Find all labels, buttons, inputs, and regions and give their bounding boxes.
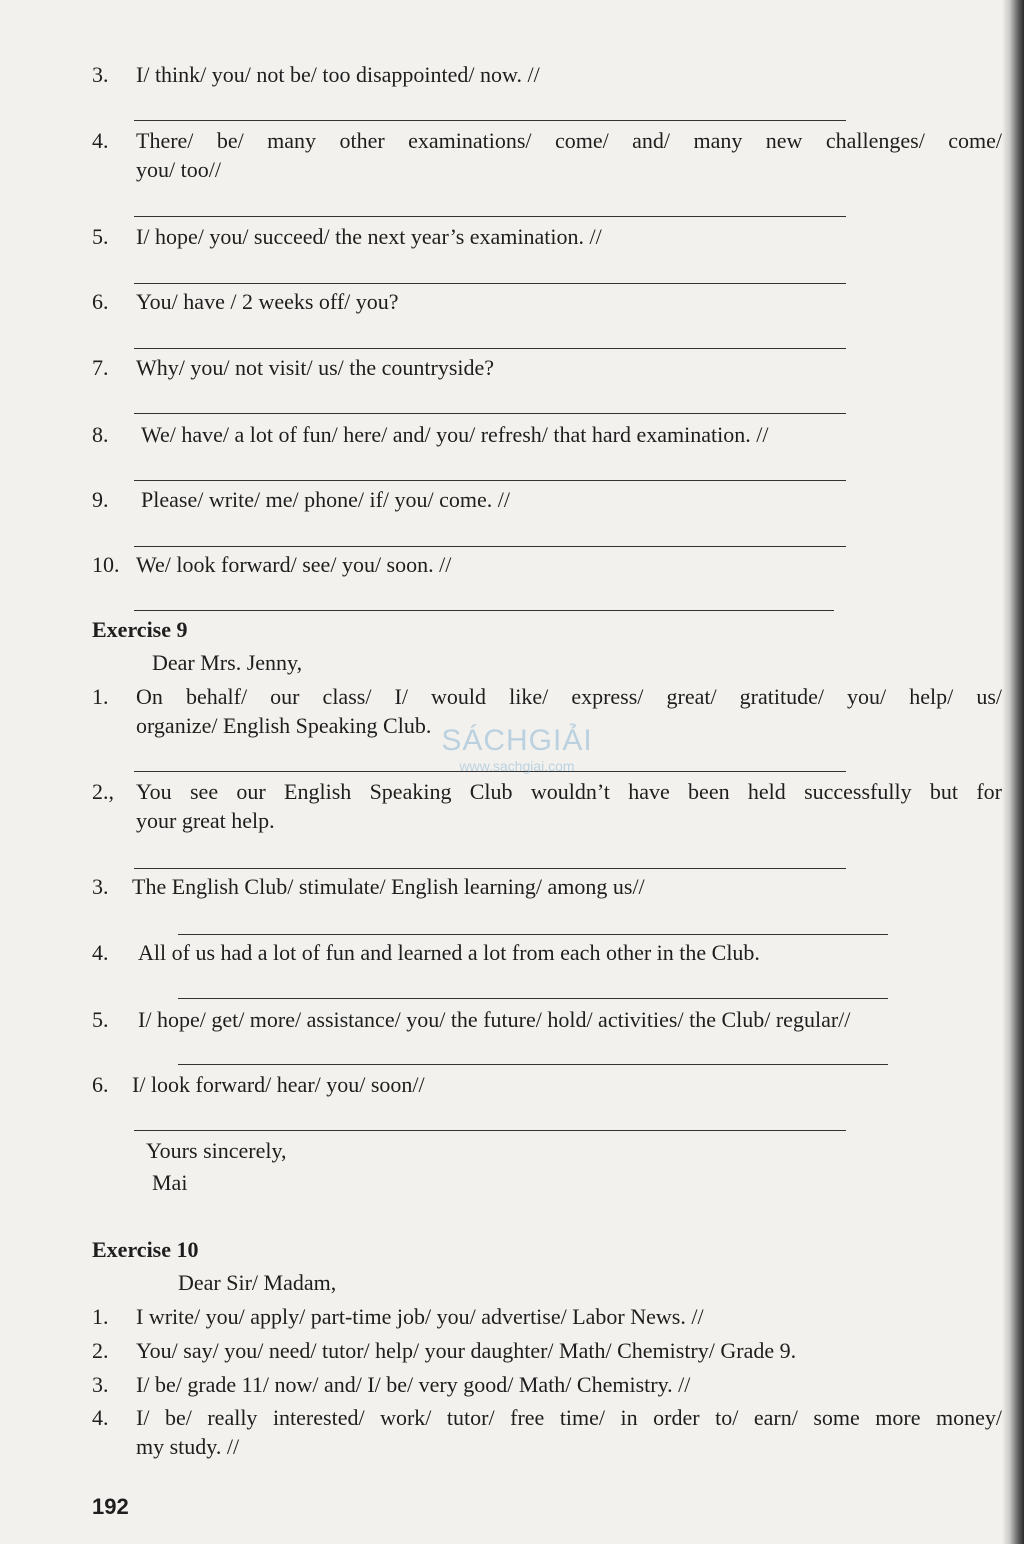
ex9-closing: Yours sincerely, bbox=[146, 1138, 287, 1163]
item-text: I/ think/ you/ not be/ too disappointed/ now. // bbox=[136, 62, 540, 87]
item-text: You/ have / 2 weeks off/ you? bbox=[136, 289, 399, 314]
ex9-signature: Mai bbox=[152, 1170, 188, 1195]
answer-line bbox=[178, 934, 888, 935]
item-text-cont: you/ too// bbox=[136, 157, 221, 182]
answer-line bbox=[134, 413, 846, 414]
answer-line bbox=[134, 480, 846, 481]
item-text: I/ be/ grade 11/ now/ and/ I/ be/ very good/ Math/ Chemistry. // bbox=[136, 1372, 691, 1397]
answer-line bbox=[134, 348, 846, 349]
item-number: 7. bbox=[92, 355, 109, 380]
item-text-cont: my study. // bbox=[136, 1434, 240, 1459]
item-text: I/ hope/ you/ succeed/ the next year’s examination. // bbox=[136, 224, 602, 249]
item-text: There/ be/ many other examinations/ come/ and/ many new challenges/ come/ bbox=[136, 128, 1002, 153]
item-number: 3. bbox=[92, 874, 109, 899]
exercise-10-title: Exercise 10 bbox=[92, 1237, 199, 1262]
watermark-url: www.sachgiai.com bbox=[459, 758, 575, 774]
item-text: I/ look forward/ hear/ you/ soon// bbox=[132, 1072, 425, 1097]
item-text: I write/ you/ apply/ part-time job/ you/ advertise/ Labor News. // bbox=[136, 1304, 704, 1329]
answer-line bbox=[134, 868, 846, 869]
answer-line bbox=[134, 771, 846, 772]
item-number: 3. bbox=[92, 62, 109, 87]
item-text: Why/ you/ not visit/ us/ the countryside? bbox=[136, 355, 495, 380]
item-number: 8. bbox=[92, 422, 109, 447]
watermark-brand: SÁCHGIẢI bbox=[441, 724, 593, 757]
item-number: 1. bbox=[92, 1304, 109, 1329]
item-text: You see our English Speaking Club wouldn’t have been held successfully but for bbox=[136, 779, 1002, 804]
watermark bbox=[412, 724, 622, 774]
answer-line bbox=[134, 216, 846, 217]
ex9-greeting: Dear Mrs. Jenny, bbox=[152, 650, 303, 675]
item-number: 4. bbox=[92, 940, 109, 965]
answer-line bbox=[134, 546, 846, 547]
answer-line bbox=[134, 120, 846, 121]
answer-line bbox=[178, 1064, 888, 1065]
item-number: 4. bbox=[92, 1405, 109, 1430]
item-number: 5. bbox=[92, 224, 109, 249]
item-number: 2. bbox=[92, 1338, 109, 1363]
item-text: On behalf/ our class/ I/ would like/ express/ great/ gratitude/ you/ help/ us/ bbox=[136, 684, 1002, 709]
item-text-cont: your great help. bbox=[136, 808, 275, 833]
ex10-greeting: Dear Sir/ Madam, bbox=[178, 1270, 337, 1295]
item-text: The English Club/ stimulate/ English learning/ among us// bbox=[132, 874, 645, 899]
item-text: Please/ write/ me/ phone/ if/ you/ come. // bbox=[141, 487, 511, 512]
item-number: 4. bbox=[92, 128, 109, 153]
item-number: 6. bbox=[92, 289, 109, 314]
item-number: 9. bbox=[92, 487, 109, 512]
item-number: 5. bbox=[92, 1007, 109, 1032]
answer-line bbox=[134, 610, 834, 611]
item-number: 6. bbox=[92, 1072, 109, 1097]
answer-line bbox=[134, 1130, 846, 1131]
item-text: I/ be/ really interested/ work/ tutor/ free time/ in order to/ earn/ some more money/ bbox=[136, 1405, 1002, 1430]
book-spine-shadow bbox=[1002, 0, 1024, 1544]
page-number: 192 bbox=[92, 1494, 129, 1519]
item-text-cont: organize/ English Speaking Club. bbox=[136, 713, 432, 738]
item-text: You/ say/ you/ need/ tutor/ help/ your daughter/ Math/ Chemistry/ Grade 9. bbox=[136, 1338, 797, 1363]
item-number: 2., bbox=[92, 779, 114, 804]
item-text: We/ look forward/ see/ you/ soon. // bbox=[136, 552, 452, 577]
answer-line bbox=[178, 998, 888, 999]
item-text: I/ hope/ get/ more/ assistance/ you/ the future/ hold/ activities/ the Club/ regular// bbox=[138, 1007, 851, 1032]
item-text: We/ have/ a lot of fun/ here/ and/ you/ refresh/ that hard examination. // bbox=[141, 422, 769, 447]
item-number: 3. bbox=[92, 1372, 109, 1397]
item-number: 10. bbox=[92, 552, 120, 577]
item-text: All of us had a lot of fun and learned a lot from each other in the Club. bbox=[138, 940, 760, 965]
exercise-9-title: Exercise 9 bbox=[92, 617, 188, 642]
item-number: 1. bbox=[92, 684, 109, 709]
answer-line bbox=[134, 283, 846, 284]
